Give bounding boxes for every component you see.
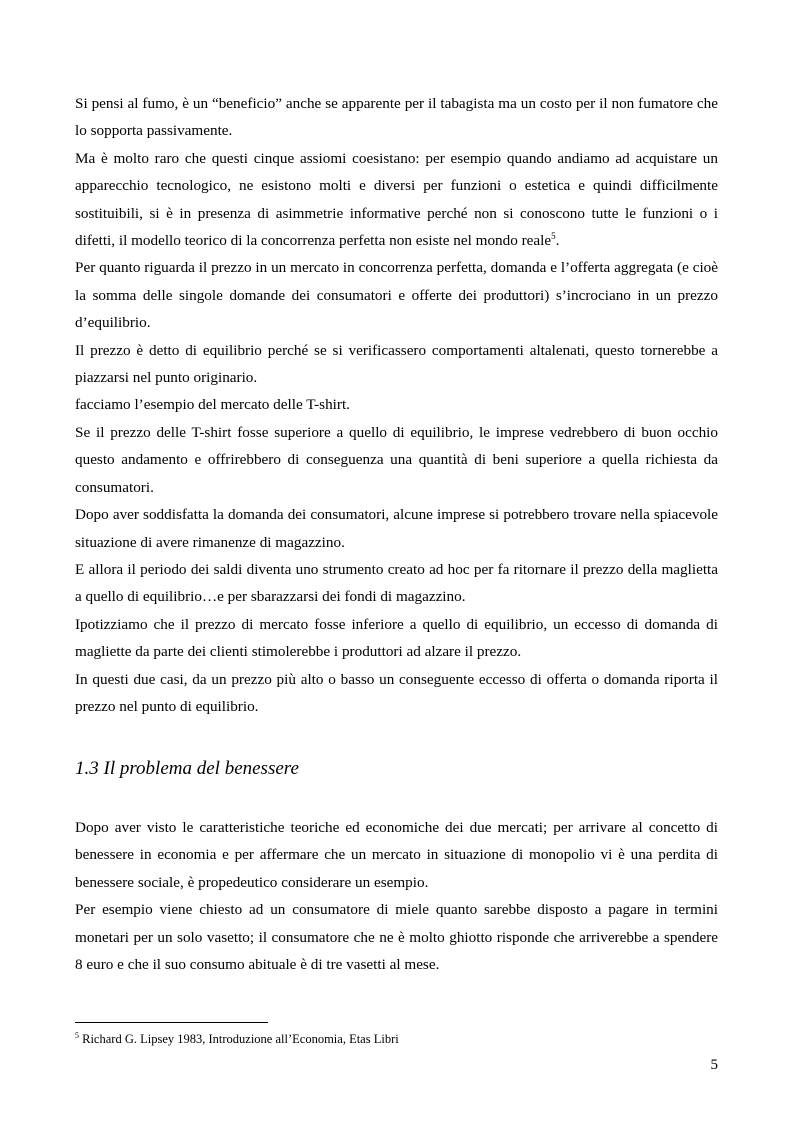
paragraph: Se il prezzo delle T-shirt fosse superiore a quello di equilibrio, le imprese vedrebbero di buon occhio questo andamento e offrirebbero di conseguenza una quantità di beni superiore a quella richiesta da consumatori. xyxy=(75,423,718,496)
paragraph xyxy=(75,145,718,255)
footnote-reference[interactable]: 5 xyxy=(551,231,556,242)
paragraph: In questi due casi, da un prezzo più alto o basso un conseguente eccesso di offerta o domanda riporta il prezzo nel punto di equilibrio. xyxy=(75,670,718,715)
paragraph: Il prezzo è detto di equilibrio perché se si verificassero comportamenti altalenati, questo tornerebbe a piazzarsi nel punto originario. xyxy=(75,341,718,387)
paragraph-text: Ma è molto raro che questi cinque assiomi coesistano: per esempio quando andiamo ad acquistare un apparecchio tecnologico, ne esistono molti e diversi per funzioni o estetica e quindi difficilmente sostituibili, si è in presenza di asimmetrie informative perché non si conoscono tutte le funzioni o i difetti, il modello teorico di la concorrenza perfetta non esiste nel mondo reale xyxy=(75,149,718,250)
page-number: 5 xyxy=(710,1057,718,1073)
footnote xyxy=(75,1030,718,1048)
footnote-text: Richard G. Lipsey 1983, Introduzione all’Economia, Etas Libri xyxy=(82,1032,399,1046)
section-heading: 1.3 Il problema del benessere xyxy=(75,758,299,779)
paragraph: Per esempio viene chiesto ad un consumatore di miele quanto sarebbe disposto a pagare in termini monetari per un solo vasetto; il consumatore che ne è molto ghiotto risponde che arriverebbe a spendere 8 euro e che il suo consumo abituale è di tre vasetti al mese. xyxy=(75,901,718,974)
paragraph: Dopo aver soddisfatta la domanda dei consumatori, alcune imprese si potrebbero trovare nella spiacevole situazione di avere rimanenze di magazzino. xyxy=(75,506,718,551)
footnote-divider xyxy=(75,1022,268,1023)
paragraph: Dopo aver visto le caratteristiche teoriche ed economiche dei due mercati; per arrivare al concetto di benessere in economia e per affermare che un mercato in situazione di monopolio vi è una perdita di benessere sociale, è propedeutico considerare un esempio. xyxy=(75,819,718,891)
body-text xyxy=(75,90,718,720)
paragraph: E allora il periodo dei saldi diventa uno strumento creato ad hoc per fa ritornare il prezzo della maglietta a quello di equilibrio…e per sbarazzarsi dei fondi di magazzino. xyxy=(75,560,718,606)
paragraph: Si pensi al fumo, è un “beneficio” anche se apparente per il tabagista ma un costo per il non fumatore che lo sopporta passivamente. xyxy=(75,95,718,140)
section-body-text xyxy=(75,814,718,978)
footnote-number: 5 xyxy=(75,1031,79,1040)
paragraph: facciamo l’esempio del mercato delle T-shirt. xyxy=(75,396,350,414)
paragraph-end-punctuation: . xyxy=(555,232,560,250)
paragraph: Ipotizziamo che il prezzo di mercato fosse inferiore a quello di equilibrio, un eccesso di domanda di magliette da parte dei clienti stimolerebbe i produttori ad alzare il prezzo. xyxy=(75,615,718,661)
paragraph: Per quanto riguarda il prezzo in un mercato in concorrenza perfetta, domanda e l’offerta aggregata (e cioè la somma delle singole domande dei consumatori e offerte dei produttori) s’incrociano in un prezzo d’equilibrio. xyxy=(75,259,718,332)
